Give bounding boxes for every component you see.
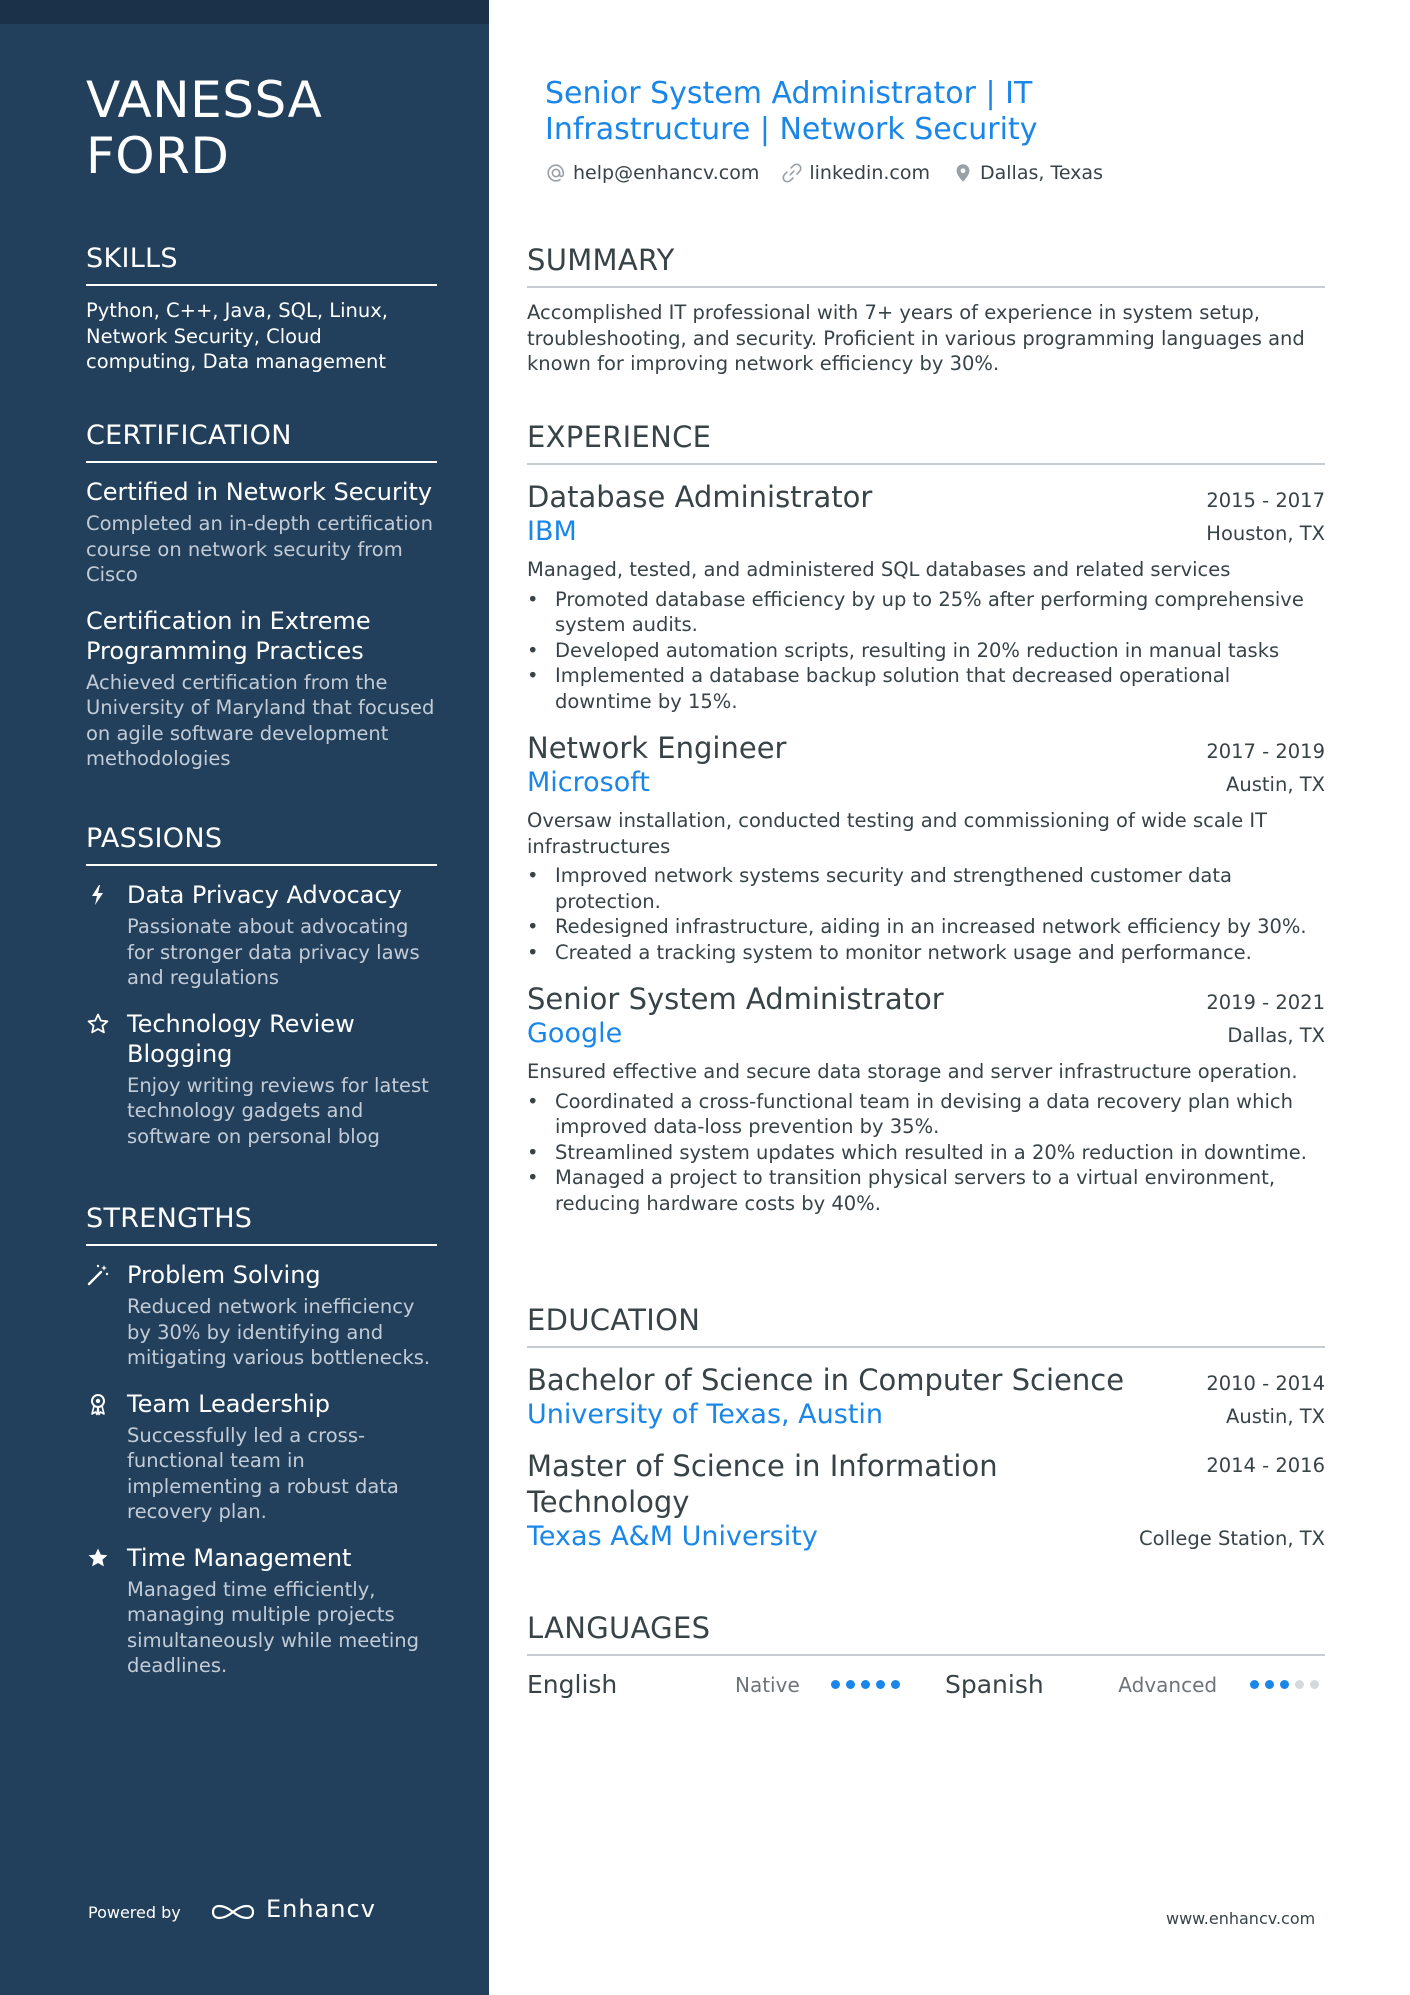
job-description: Managed, tested, and administered SQL databases and related services <box>527 558 1231 581</box>
summary-section <box>527 242 1325 377</box>
cert-item <box>86 606 437 772</box>
contact-linkedin[interactable] <box>781 162 930 184</box>
degree-name: Bachelor of Science in Computer Science <box>527 1363 1125 1397</box>
passion-name: Technology Review Blogging <box>127 1009 355 1068</box>
job-dates: 2015 - 2017 <box>1206 489 1325 512</box>
job-bullet: • Implemented a database backup solution that decreased operational downtime by 15%. <box>527 663 1325 714</box>
job-location: Houston, TX <box>1206 522 1325 545</box>
rating-dot-filled <box>1265 1680 1274 1689</box>
location-pin-icon <box>952 162 974 184</box>
language-item <box>527 1670 945 1699</box>
cert-desc: Completed an in-depth certification course on network security from Cisco <box>86 512 433 586</box>
job-entry <box>527 479 1325 714</box>
strength-item <box>86 1260 437 1371</box>
language-name: English <box>527 1670 618 1699</box>
rating-dot-empty <box>1295 1680 1304 1689</box>
job-entry <box>527 730 1325 965</box>
school-name: University of Texas, Austin <box>527 1399 884 1430</box>
job-bullets <box>527 863 1325 965</box>
rating-dot-empty <box>1310 1680 1319 1689</box>
job-description: Oversaw installation, conducted testing and commissioning of wide scale IT infrastructures <box>527 809 1268 858</box>
degree-dates: 2010 - 2014 <box>1206 1372 1325 1395</box>
language-level: Advanced <box>1118 1672 1218 1697</box>
name-first: VANESSA <box>86 71 323 129</box>
strengths-section <box>86 1202 437 1679</box>
website-link[interactable]: www.enhancv.com <box>1166 1909 1316 1928</box>
sidebar-top-bar <box>0 0 489 24</box>
job-dates: 2019 - 2021 <box>1206 991 1325 1014</box>
job-bullets <box>527 587 1325 715</box>
language-item <box>945 1670 1325 1699</box>
job-location: Dallas, TX <box>1227 1024 1325 1047</box>
passion-desc: Passionate about advocating for stronger data privacy laws and regulations <box>127 915 420 989</box>
strengths-title: STRENGTHS <box>86 1202 437 1246</box>
strength-name: Time Management <box>127 1543 352 1572</box>
award-ribbon-icon <box>86 1392 110 1416</box>
magic-wand-icon <box>86 1263 110 1287</box>
strength-desc: Managed time efficiently, managing multiple projects simultaneously while meeting deadlines. <box>127 1577 420 1677</box>
cert-item <box>86 477 437 588</box>
job-bullets <box>527 1089 1325 1217</box>
strength-name: Team Leadership <box>127 1389 330 1418</box>
email-text: help@enhancv.com <box>573 162 760 184</box>
job-bullet: • Improved network systems security and strengthened customer data protection. <box>527 863 1325 914</box>
strength-desc: Reduced network inefficiency by 30% by identifying and mitigating various bottlenecks. <box>127 1295 431 1369</box>
rating-dot-filled <box>876 1680 885 1689</box>
rating-dot-filled <box>891 1680 900 1689</box>
job-description: Ensured effective and secure data storage and server infrastructure operation. <box>527 1060 1298 1083</box>
skills-text: Python, C++, Java, SQL, Linux, Network Security, Cloud computing, Data management <box>86 299 388 373</box>
school-location: College Station, TX <box>1139 1527 1325 1550</box>
language-level: Native <box>735 1672 800 1697</box>
at-icon <box>545 162 567 184</box>
lightning-icon <box>86 883 110 907</box>
contact-email[interactable] <box>545 162 759 184</box>
summary-text: Accomplished IT professional with 7+ years of experience in system setup, troubleshooting, and security. Proficient in various programming languages and known for improving network efficiency by 30%. <box>527 301 1305 375</box>
powered-by-label: Powered by <box>88 1903 181 1922</box>
contact-location <box>952 162 1103 184</box>
job-dates: 2017 - 2019 <box>1206 740 1325 763</box>
experience-section <box>527 419 1325 1216</box>
school-name: Texas A&M University <box>527 1521 818 1552</box>
sidebar <box>0 0 489 1995</box>
job-location: Austin, TX <box>1226 773 1325 796</box>
certification-title: CERTIFICATION <box>86 419 437 463</box>
languages-title: LANGUAGES <box>527 1610 1325 1656</box>
contact-info <box>545 162 1125 184</box>
rating-dot-filled <box>831 1680 840 1689</box>
rating-dot-filled <box>1250 1680 1259 1689</box>
passions-section <box>86 822 437 1149</box>
headline: Senior System Administrator | IT Infrastructure | Network Security <box>545 76 1038 147</box>
candidate-name <box>86 72 322 184</box>
passion-item <box>86 1009 437 1150</box>
enhancv-brand: Enhancv <box>266 1895 376 1923</box>
job-company: Microsoft <box>527 767 650 798</box>
passion-desc: Enjoy writing reviews for latest technology gadgets and software on personal blog <box>127 1073 429 1148</box>
passion-name: Data Privacy Advocacy <box>127 881 402 909</box>
job-bullet: • Managed a project to transition physical servers to a virtual environment, reducing hardware costs by 40%. <box>527 1165 1325 1216</box>
job-company: Google <box>527 1018 623 1049</box>
location-text: Dallas, Texas <box>980 162 1103 184</box>
language-name: Spanish <box>945 1670 1044 1699</box>
rating-dot-filled <box>846 1680 855 1689</box>
cert-name: Certification in Extreme Programming Practices <box>86 606 371 665</box>
skills-title: SKILLS <box>86 242 437 286</box>
job-role: Database Administrator <box>527 480 873 514</box>
skills-section <box>86 242 437 375</box>
school-location: Austin, TX <box>1226 1405 1325 1428</box>
education-section <box>527 1302 1325 1554</box>
strength-name: Problem Solving <box>127 1261 321 1289</box>
strength-desc: Successfully led a cross-functional team in implementing a robust data recovery plan. <box>127 1423 399 1523</box>
link-icon <box>781 162 803 184</box>
certification-section <box>86 419 437 772</box>
language-rating <box>831 1680 906 1689</box>
languages-section <box>527 1610 1325 1699</box>
degree-dates: 2014 - 2016 <box>1206 1454 1325 1477</box>
enhancv-logo-icon <box>207 1900 259 1924</box>
cert-name: Certified in Network Security <box>86 478 433 506</box>
job-entry <box>527 981 1325 1216</box>
job-role: Network Engineer <box>527 731 787 765</box>
job-bullet: • Streamlined system updates which resulted in a 20% reduction in downtime. <box>527 1140 1325 1166</box>
languages-row <box>527 1670 1325 1699</box>
star-filled-icon <box>86 1546 110 1570</box>
job-company: IBM <box>527 516 577 547</box>
job-bullet: • Coordinated a cross-functional team in devising a data recovery plan which improved data-loss prevention by 35%. <box>527 1089 1325 1140</box>
education-entry <box>527 1362 1325 1432</box>
job-bullet: • Promoted database efficiency by up to 25% after performing comprehensive system audits. <box>527 587 1325 638</box>
passions-title: PASSIONS <box>86 822 437 866</box>
education-entry <box>527 1448 1325 1554</box>
job-bullet: • Created a tracking system to monitor network usage and performance. <box>527 940 1325 966</box>
rating-dot-filled <box>861 1680 870 1689</box>
linkedin-text: linkedin.com <box>809 162 930 184</box>
star-outline-icon <box>86 1012 110 1036</box>
cert-desc: Achieved certification from the University of Maryland that focused on agile software development methodologies <box>86 670 435 770</box>
language-rating <box>1250 1680 1325 1689</box>
strength-item <box>86 1543 437 1679</box>
education-title: EDUCATION <box>527 1302 1325 1348</box>
job-role: Senior System Administrator <box>527 982 944 1016</box>
passion-item <box>86 880 437 991</box>
summary-title: SUMMARY <box>527 242 1325 288</box>
strength-item <box>86 1389 437 1525</box>
job-bullet: • Redesigned infrastructure, aiding in an increased network efficiency by 30%. <box>527 914 1325 940</box>
name-last: FORD <box>86 127 230 185</box>
rating-dot-filled <box>1280 1680 1289 1689</box>
experience-title: EXPERIENCE <box>527 419 1325 465</box>
degree-name: Master of Science in Information Technology <box>527 1449 998 1519</box>
job-bullet: • Developed automation scripts, resulting in 20% reduction in manual tasks <box>527 638 1325 664</box>
